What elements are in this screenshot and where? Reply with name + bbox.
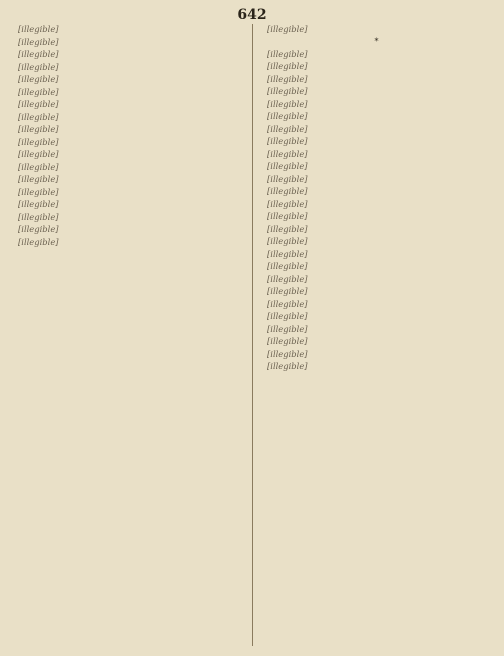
paragraph: [illegible] [267,136,308,146]
paragraph: [illegible] [267,173,308,184]
paragraph: [illegible] [18,161,59,172]
paragraph: [illegible] [267,198,308,209]
right-column-top [259,24,494,35]
paragraph: [illegible] [18,149,59,159]
paragraph: [illegible] [18,61,59,72]
paragraph: [illegible] [267,311,308,321]
section-mark: * [374,36,379,46]
paragraph: [illegible] [267,323,308,334]
paragraph: [illegible] [267,148,308,159]
paragraph: [illegible] [18,74,59,84]
left-column [10,24,245,646]
paragraph: [illegible] [267,236,308,246]
paragraph: [illegible] [267,348,308,359]
right-column [259,24,494,646]
paragraph: [illegible] [267,186,308,196]
page-number: 642 [237,7,267,23]
paragraph: [illegible] [18,124,59,134]
text-columns [10,24,494,646]
paragraph: [illegible] [18,86,59,97]
paragraph: [illegible] [267,161,308,171]
paragraph: [illegible] [267,223,308,234]
column-rule [252,24,253,646]
paragraph: [illegible] [18,24,59,34]
paragraph: [illegible] [267,24,308,34]
paragraph: [illegible] [18,224,59,234]
paragraph: [illegible] [267,361,308,371]
paragraph: [illegible] [18,99,59,109]
paragraph: [illegible] [267,261,308,271]
paragraph: [illegible] [267,211,308,221]
paragraph: [illegible] [18,211,59,222]
paragraph: [illegible] [18,199,59,209]
paragraph: [illegible] [267,273,308,284]
paragraph: [illegible] [18,36,59,47]
paragraph: [illegible] [18,49,59,59]
paragraph: [illegible] [18,236,59,247]
paragraph: [illegible] [267,286,308,296]
paragraph: [illegible] [267,111,308,121]
paragraph: [illegible] [267,298,308,309]
paragraph: [illegible] [267,123,308,134]
paragraph: [illegible] [267,98,308,109]
paragraph: [illegible] [267,61,308,71]
paragraph: [illegible] [18,136,59,147]
paragraph: [illegible] [267,86,308,96]
paragraph: [illegible] [18,174,59,184]
paragraph: [illegible] [267,336,308,346]
paragraph: [illegible] [267,248,308,259]
paragraph: [illegible] [267,48,308,59]
right-column-main [259,49,494,372]
paragraph: [illegible] [18,111,59,122]
paragraph: [illegible] [267,73,308,84]
paragraph: [illegible] [18,186,59,197]
